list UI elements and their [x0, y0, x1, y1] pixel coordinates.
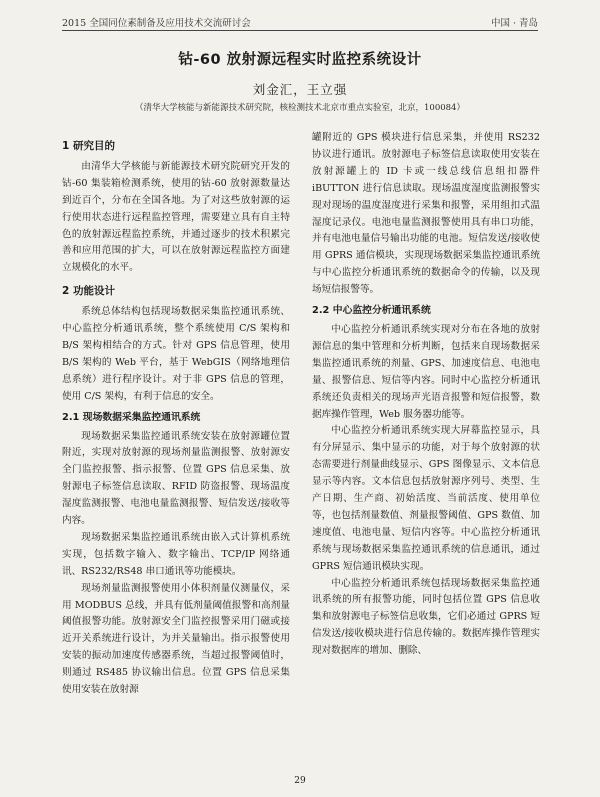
paper-affiliation: （清华大学核能与新能源技术研究院，核检测技术北京市重点实验室，北京，100084）: [135, 103, 465, 113]
paper-title: 钴-60 放射源远程实时监控系统设计: [178, 52, 422, 68]
left-column: [62, 132, 290, 699]
paragraph-continued: 罐附近的 GPS 模块进行信息采集，并使用 RS232 协议进行通讯。放射源电子标签信息读取使用安装在放射源罐上的 ID 卡或一线总线信息组扣器件 iBUTTON 进行信息读取。现场温度湿度监测报警实现对现场的温度湿度进行采集和报警，采用组扣式温湿度记录仪。电池电量监测报警使用具有串口功能，并有电池电量信号输出功能的电池。短信发送/接收使用 GPRS 通信模块，实现现场数据采集监控通讯系统与中心监控分析通讯系统的数据命令的传输，以及现场短信报警等。: [312, 132, 540, 296]
subsection-heading: 2.1 现场数据采集监控通讯系统: [62, 411, 201, 423]
paragraph: 现场数据采集监控通讯系统由嵌入式计算机系统实现，包括数字输入、数字输出、TCP/IP 网络通讯、RS232/RS48 串口通讯等功能模块。: [62, 531, 290, 577]
paragraph: 中心监控分析通讯系统包括现场数据采集监控通讯系统的所有报警功能，同时包括位置 GPS 信息收集和放射源电子标签信息收集，它们必通过 GPRS 短信发送/接收模块进行信息传输的。数据库操作管理实现对数据库的增加、删除、: [312, 577, 540, 657]
paragraph: 中心监控分析通讯系统实现对分布在各地的放射源信息的集中管理和分析判断，包括来自现场数据采集监控通讯系统的剂量、GPS、加速度信息、电池电量、报警信息、短信等内容。同时中心监控分析通讯系统还负责相关的现场声光语音报警和短信报警，数据库操作管理，Web 服务器功能等。: [312, 323, 540, 420]
paragraph: 系统总体结构包括现场数据采集监控通讯系统、中心监控分析通讯系统，整个系统使用 C/S 架构和 B/S 架构相结合的方式。针对 GPS 信息管理，使用 B/S 架构的 Web 平台，基于 WebGIS（网络地理信息系统）进行程序设计。对于非 GPS 信息的管理，使用 C/S 架构，有利于信息的安全。: [62, 306, 290, 402]
paragraph: 由清华大学核能与新能源技术研究院研究开发的钴-60 集装箱检测系统，使用的钴-60 放射源数量达到近百个，分布在全国各地。为了对这些放射源的运行使用状态进行远程监控管理，需要建立具有自主特色的放射源远程监控系统，并通过逐步的技术积累完善和应用范围的扩大，可以在放射源远程监控方面建立规模化的水平。: [62, 160, 290, 274]
running-header: [62, 14, 538, 31]
page-number: 29: [294, 776, 306, 786]
header-conference: 2015 全国同位素制备及应用技术交流研讨会: [62, 18, 251, 29]
paper-authors: 刘金汇，王立强: [252, 82, 348, 97]
paragraph: 现场剂量监测报警使用小体积剂量仪测量仪，采用 MODBUS 总线，并具有低剂量阈值报警和高剂量阈值报警功能。放射源安全门监控报警采用门磁或接近开关系统进行设计，为并关量输出。指示报警使用安装的振动加速度传感器系统，当超过报警阈值时，则通过 RS485 协议输出信息。位置 GPS 信息采集使用安装在放射源: [62, 582, 290, 696]
paragraph: 现场数据采集监控通讯系统安装在放射源罐位置附近，实现对放射源的现场剂量监测报警、放射源安全门监控报警、指示报警、位置 GPS 信息采集、放射源电子标签信息读取、RFID 防盗报警、现场温度湿度监测报警、电池电量监测报警、短信发送/接收等内容。: [62, 430, 290, 527]
section-heading: 1 研究目的: [62, 140, 115, 152]
section-heading: 2 功能设计: [62, 285, 115, 298]
header-location: 中国 · 青岛: [490, 18, 538, 29]
subsection-heading: 2.2 中心监控分析通讯系统: [312, 305, 431, 317]
right-column: [312, 130, 540, 660]
paragraph: 中心监控分析通讯系统实现大屏幕监控显示，具有分屏显示、集中显示的功能，对于每个放射源的状态需要进行剂量曲线显示、GPS 图像显示、文本信息显示等内容。文本信息包括放射源序列号、类型、生产日期、生产商、初始活度、当前活度、使用单位等，也包括剂量数值、剂量报警阈值、GPS 数值、加速度值、电池电量、短信内容等。中心监控分析通讯系统与现场数据采集监控通讯系统的信息通讯，通过 GPRS 短信通讯模块实现。: [312, 425, 540, 572]
